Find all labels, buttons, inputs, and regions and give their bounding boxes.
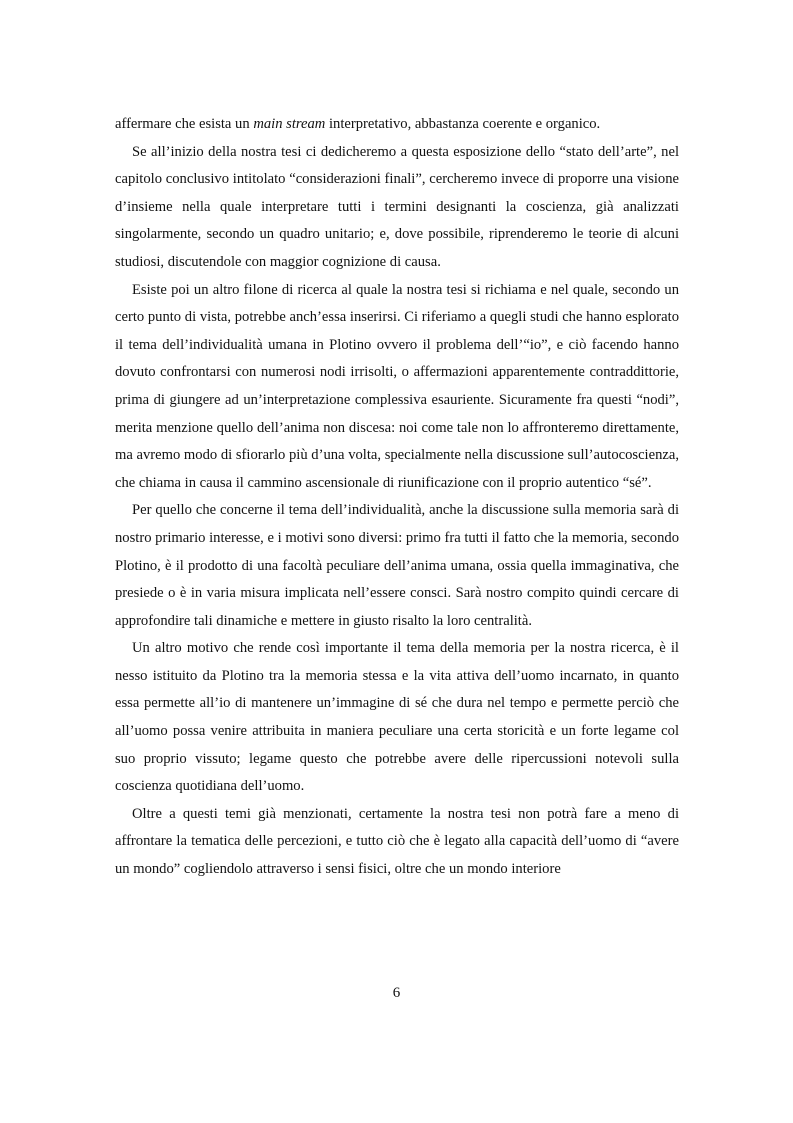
paragraph: Oltre a questi temi già menzionati, certamente la nostra tesi non potrà fare a meno di affrontare la tematica delle percezioni, e tutto ciò che è legato alla capacità dell’uomo di “avere un mondo” cogliendolo attraverso i sensi fisici, oltre che un mondo interiore: [115, 805, 679, 878]
paragraph-continuation: [115, 111, 679, 139]
paragraph: Un altro motivo che rende così importante il tema della memoria per la nostra ricerca, è il nesso istituito da Plotino tra la memoria stessa e la vita attiva dell’uomo incarnato, in quanto essa permette all’io di mantenere un’immagine di sé che dura nel tempo e permette perciò che all’uomo possa venire attribuita in maniera peculiare una certa storicità e un forte legame col suo proprio vissuto; legame questo che potrebbe avere delle ripercussioni notevoli sulla coscienza quotidiana dell’uomo.: [115, 640, 679, 795]
paragraph: Esiste poi un altro filone di ricerca al quale la nostra tesi si richiama e nel quale, secondo un certo punto di vista, potrebbe anch’essa inserirsi. Ci riferiamo a quegli studi che hanno esplorato il tema dell’individualità umana in Plotino ovvero il problema dell’“io”, e ciò facendo hanno dovuto confrontarsi con numerosi nodi irrisolti, o affermazioni apparentemente contraddittorie, prima di giungere ad un’interpretazione complessiva esauriente. Sicuramente fra questi “nodi”, merita menzione quello dell’anima non discesa: noi come tale non lo affronteremo direttamente, ma avremo modo di sfiorarlo più d’una volta, specialmente nella discussione sull’autocoscienza, che chiama in causa il cammino ascensionale di riunificazione con il proprio autentico “sé”.: [115, 281, 679, 491]
paragraph-text: interpretativo, abbastanza coerente e organico.: [325, 116, 601, 132]
emphasis-text: main stream: [253, 116, 326, 132]
paragraph: Se all’inizio della nostra tesi ci dedicheremo a questa esposizione dello “stato dell’arte”, nel capitolo conclusivo intitolato “considerazioni finali”, cercheremo invece di proporre una visione d’insieme nella quale interpretare tutti i termini designanti la coscienza, già analizzati singolarmente, secondo un quadro unitario; e, dove possibile, riprenderemo le teorie di alcuni studiosi, discutendole con maggior cognizione di causa.: [115, 143, 679, 270]
page-number: 6: [392, 985, 401, 1001]
paragraph-text: affermare che esista un: [115, 116, 254, 132]
paragraph: Per quello che concerne il tema dell’individualità, anche la discussione sulla memoria sarà di nostro primario interesse, e i motivi sono diversi: primo fra tutti il fatto che la memoria, secondo Plotino, è il prodotto di una facoltà peculiare dell’anima umana, ossia quella immaginativa, che presiede o è in varia misura implicata nell’essere consci. Sarà nostro compito quindi cercare di approfondire tali dinamiche e mettere in giusto risalto la loro centralità.: [115, 502, 679, 629]
document-body: [115, 111, 679, 884]
